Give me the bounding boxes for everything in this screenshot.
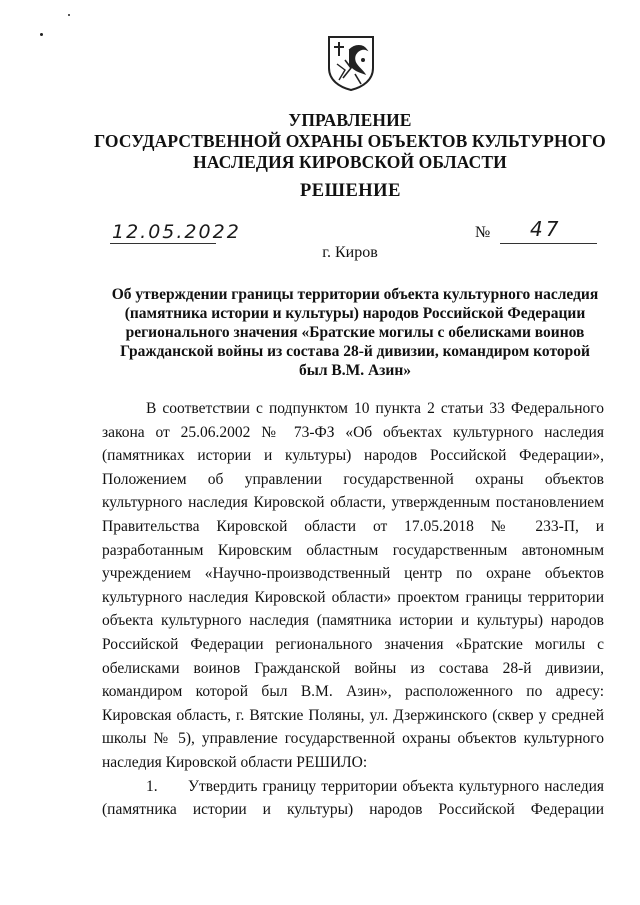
body-line: культурного наследия Кировской области» проектом границы территории	[102, 588, 604, 606]
item-text: Утвердить границу территории объекта культурного наследия	[188, 777, 605, 795]
document-number: 47	[530, 217, 562, 241]
item-number: 1.	[146, 777, 158, 795]
body-line: школы № 5), управление государственной охраны объектов культурного	[102, 730, 604, 748]
document-subject	[95, 285, 615, 380]
scan-speck	[68, 14, 70, 16]
body-line: обелисками воинов Гражданской войны из состава 28-й дивизии,	[102, 659, 604, 677]
subject-line: был В.М. Азин»	[298, 362, 412, 379]
body-line: объекта культурного наследия (памятника истории и культуры) народов	[102, 612, 604, 630]
body-line: Кировская область, г. Вятские Поляны, ул. Дзержинского (сквер у средней	[102, 706, 604, 724]
body-line: разработанным Кировским областным государственным автономным	[102, 541, 604, 559]
document-type: РЕШЕНИЕ	[300, 181, 401, 201]
body-line: Правительства Кировской области от 17.05.2018 № 233-П, и	[102, 517, 604, 535]
body-line: (памятниках истории и культуры) народов Российской Федерации»,	[102, 447, 604, 465]
org-line: УПРАВЛЕНИЕ	[288, 110, 412, 130]
subject-line: (памятника истории и культуры) народов Российской Федерации	[124, 305, 586, 322]
body-line: Положением об управлении государственной охраны объектов	[102, 470, 604, 488]
org-line: НАСЛЕДИЯ КИРОВСКОЙ ОБЛАСТИ	[193, 152, 507, 172]
body-line: учреждением «Научно-производственный центр по охране объектов	[102, 565, 604, 583]
body-line: (памятника истории и культуры) народов Российской Федерации	[102, 801, 604, 819]
body-line: культурного наследия Кировской области, утвержденным постановлением	[102, 494, 604, 512]
number-label: №	[475, 224, 491, 241]
subject-line: Гражданской войны из состава 28-й дивизии, командиром которой	[120, 343, 590, 360]
document-date: 12.05.2022	[112, 221, 241, 243]
subject-line: Об утверждении границы территории объекта культурного наследия	[111, 286, 599, 303]
subject-line: регионального значения «Братские могилы с обелисками воинов	[125, 324, 585, 341]
document-body	[102, 397, 604, 822]
org-line: ГОСУДАРСТВЕННОЙ ОХРАНЫ ОБЪЕКТОВ КУЛЬТУРНОГО	[94, 131, 606, 151]
body-line: наследия Кировской области РЕШИЛО:	[102, 753, 368, 771]
body-line: командиром которой был В.М. Азин», расположенного по адресу:	[102, 683, 604, 701]
list-item	[102, 775, 604, 799]
body-line: В соответствии с подпунктом 10 пункта 2 статьи 33 Федерального	[146, 400, 604, 417]
organization-name	[60, 110, 640, 173]
document-city: г. Киров	[322, 244, 378, 261]
kirov-region-emblem-icon	[325, 34, 377, 92]
body-line: Российской Федерации регионального значения «Братские могилы с	[102, 635, 604, 653]
body-line: закона от 25.06.2002 № 73-ФЗ «Об объектах культурного наследия	[102, 423, 604, 441]
scan-speck	[40, 33, 43, 36]
